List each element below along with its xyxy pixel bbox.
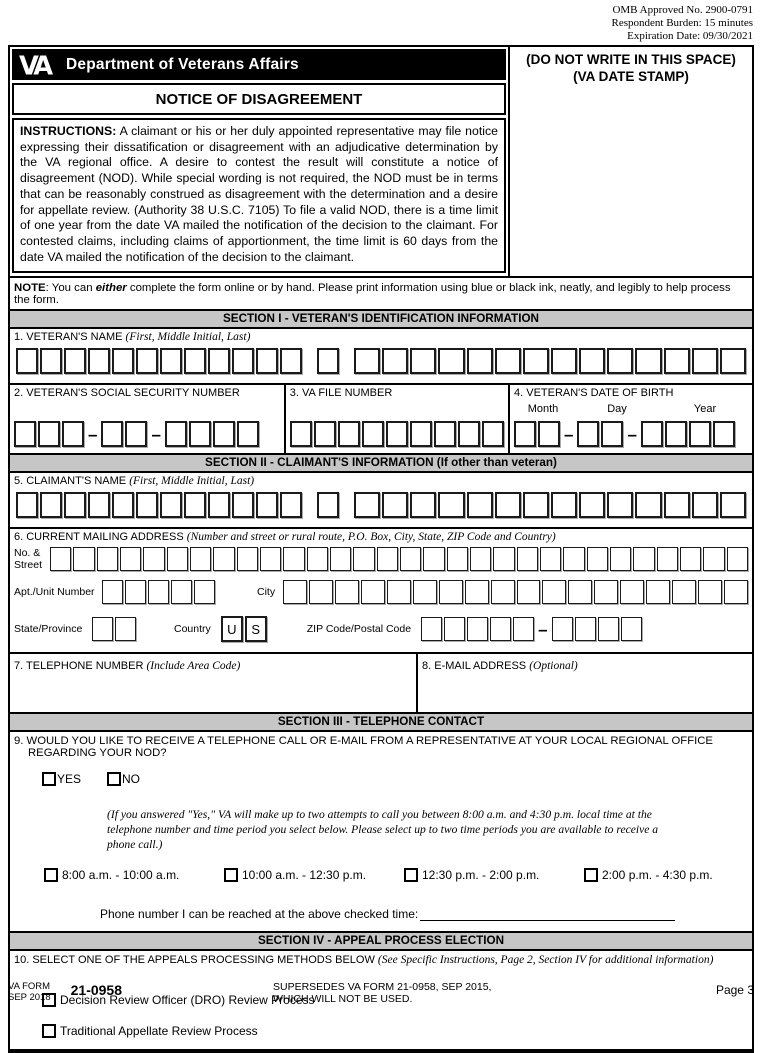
- field-telephone-contact: [10, 732, 752, 931]
- va-file-number-label: 3. VA FILE NUMBER: [289, 387, 393, 400]
- ssn-group-boxes[interactable]: [101, 421, 147, 447]
- traditional-review-option: [42, 1024, 748, 1038]
- dash-separator: –: [627, 424, 637, 444]
- mailing-address-label: [14, 531, 748, 543]
- street-row: [14, 547, 748, 571]
- section2-banner: SECTION II - CLAIMANT'S INFORMATION (If other than veteran): [10, 453, 752, 473]
- char-box[interactable]: [354, 492, 380, 518]
- char-box[interactable]: [112, 348, 134, 374]
- claimant-middle-initial-box[interactable]: [317, 492, 339, 518]
- supersedes-line2: WHICH WILL NOT BE USED.: [273, 993, 413, 1005]
- instructions-text: A claimant or his or her duly appointed representative may file notice expressing their dissatification or disagreement with an adjudicative determination by the VA regional office. A desire to contest the result will constitute a notice of disagreement (NOD). While special wording is not required, the NOD must be in terms that can be reasonably construed as disagreement with the determination and a desire for appellate review. (Authority 38 U.S.C. 7105) To file a valid NOD, there is a time limit of one year from the date VA mailed the notification of the decision to the claimant. For contested claims, including claims of apportionment, the time limit is 60 days from the date VA mailed the notification of the decision to the claimant.: [20, 124, 498, 264]
- char-box[interactable]: [260, 547, 281, 571]
- char-box[interactable]: [568, 580, 592, 604]
- char-box[interactable]: [148, 580, 169, 604]
- char-box[interactable]: [171, 580, 192, 604]
- char-box[interactable]: [167, 547, 188, 571]
- question9-line2: REGARDING YOUR NOD?: [28, 747, 167, 760]
- va-form-date: SEP 2018: [8, 992, 51, 1003]
- note: [10, 278, 752, 309]
- char-box[interactable]: [665, 421, 687, 447]
- dob-sublabels: [514, 403, 748, 415]
- char-box[interactable]: [283, 580, 307, 604]
- char-box[interactable]: [354, 348, 380, 374]
- time-period-row: [44, 868, 748, 882]
- char-box[interactable]: [102, 580, 123, 604]
- char-box[interactable]: [413, 580, 437, 604]
- mailing-address-label-text: 6. CURRENT MAILING ADDRESS: [14, 531, 187, 544]
- phone-number-label: Phone number I can be reached at the above checked time:: [100, 907, 419, 922]
- state-label: State/Province: [14, 623, 83, 636]
- char-box[interactable]: [523, 492, 549, 518]
- section1-banner: SECTION I - VETERAN'S IDENTIFICATION INFORMATION: [10, 309, 752, 329]
- veteran-middle-initial-box[interactable]: [317, 348, 339, 374]
- char-box[interactable]: [465, 580, 489, 604]
- char-box[interactable]: [382, 492, 408, 518]
- char-box[interactable]: [160, 492, 182, 518]
- char-box[interactable]: [120, 547, 141, 571]
- char-box[interactable]: [551, 492, 577, 518]
- char-box[interactable]: [664, 348, 690, 374]
- char-box[interactable]: [563, 547, 584, 571]
- va-file-number-boxes[interactable]: [290, 421, 504, 447]
- char-box[interactable]: [439, 580, 463, 604]
- apt-city-row: [14, 580, 748, 604]
- char-box[interactable]: [125, 580, 146, 604]
- char-box[interactable]: [635, 492, 661, 518]
- time-period-label-4: 2:00 p.m. - 4:30 p.m.: [602, 868, 713, 883]
- char-box[interactable]: [495, 348, 521, 374]
- street-label: [14, 547, 50, 571]
- char-box[interactable]: [467, 348, 493, 374]
- char-box[interactable]: [552, 617, 573, 641]
- char-box[interactable]: [115, 617, 136, 641]
- claimant-name-hint: (First, Middle Initial, Last): [129, 475, 255, 488]
- char-box[interactable]: [495, 492, 521, 518]
- char-box[interactable]: [493, 547, 514, 571]
- char-box[interactable]: [467, 617, 488, 641]
- claimant-name-label-text: 5. CLAIMANT'S NAME: [14, 475, 130, 488]
- agency-name: Department of Veterans Affairs: [66, 55, 299, 73]
- time-period-checkbox-1[interactable]: [44, 868, 58, 882]
- dob-day-label: Day: [607, 403, 627, 416]
- char-box[interactable]: [317, 492, 339, 518]
- char-box[interactable]: [689, 421, 711, 447]
- char-box[interactable]: [607, 348, 633, 374]
- char-box[interactable]: [633, 547, 654, 571]
- header-left: [10, 47, 510, 276]
- char-box[interactable]: [314, 421, 336, 447]
- traditional-review-label: Traditional Appellate Review Process: [60, 1024, 258, 1039]
- claimant-name-label: [14, 475, 748, 487]
- char-box[interactable]: [38, 421, 60, 447]
- phone-number-input-line[interactable]: [420, 907, 675, 921]
- identification-row: [10, 383, 752, 453]
- char-box[interactable]: [208, 348, 230, 374]
- char-box[interactable]: [517, 580, 541, 604]
- char-box[interactable]: [280, 492, 302, 518]
- time-period-option-4: [584, 868, 713, 882]
- dash-separator: –: [88, 424, 98, 444]
- dro-review-label: Decision Review Officer (DRO) Review Process: [60, 993, 315, 1008]
- char-box[interactable]: [92, 617, 113, 641]
- instructions-label: INSTRUCTIONS:: [20, 124, 117, 138]
- dob-label: 4. VETERAN'S DATE OF BIRTH: [514, 387, 674, 400]
- char-box[interactable]: [410, 421, 432, 447]
- char-box[interactable]: [335, 580, 359, 604]
- yes-checkbox[interactable]: [42, 772, 56, 786]
- form-body: [8, 45, 754, 1053]
- char-box[interactable]: [601, 421, 623, 447]
- claimant-first-name-boxes[interactable]: [16, 492, 302, 518]
- city-label: City: [257, 586, 276, 599]
- char-box[interactable]: [607, 492, 633, 518]
- char-box[interactable]: [73, 547, 94, 571]
- char-box[interactable]: [190, 547, 211, 571]
- char-box[interactable]: [88, 492, 110, 518]
- telephone-hint: (Include Area Code): [146, 660, 241, 673]
- date-stamp-line1: (DO NOT WRITE IN THIS SPACE): [526, 52, 736, 67]
- char-box[interactable]: [382, 348, 408, 374]
- char-box[interactable]: [101, 421, 123, 447]
- char-box[interactable]: [353, 547, 374, 571]
- time-period-checkbox-2[interactable]: [224, 868, 238, 882]
- veteran-first-name-boxes[interactable]: [16, 348, 302, 374]
- no-option: [107, 772, 140, 786]
- char-box[interactable]: [540, 547, 561, 571]
- char-box[interactable]: [184, 492, 206, 518]
- char-box[interactable]: [208, 492, 230, 518]
- apt-label: Apt./Unit Number: [14, 586, 95, 599]
- char-box[interactable]: [317, 348, 339, 374]
- supersedes-note: [273, 981, 491, 1005]
- char-box[interactable]: [290, 421, 312, 447]
- veteran-name-boxes-row: [16, 348, 746, 374]
- char-box[interactable]: [136, 492, 158, 518]
- char-box[interactable]: [213, 547, 234, 571]
- char-box[interactable]: [307, 547, 328, 571]
- char-box[interactable]: [423, 547, 444, 571]
- char-box[interactable]: [610, 547, 631, 571]
- char-box[interactable]: [635, 348, 661, 374]
- char-box[interactable]: [410, 348, 436, 374]
- char-box[interactable]: [386, 421, 408, 447]
- char-box[interactable]: [50, 547, 71, 571]
- note-pre: : You can: [45, 282, 96, 295]
- char-box[interactable]: [64, 348, 86, 374]
- instructions: [12, 118, 506, 273]
- char-box[interactable]: [575, 617, 596, 641]
- char-box[interactable]: [410, 492, 436, 518]
- char-box[interactable]: [97, 547, 118, 571]
- char-box[interactable]: [280, 348, 302, 374]
- street-label-line1: No. &: [14, 547, 41, 560]
- char-box[interactable]: [400, 547, 421, 571]
- phone-number-row: [100, 907, 748, 921]
- char-box[interactable]: [514, 421, 536, 447]
- char-box[interactable]: [194, 580, 215, 604]
- time-period-label-3: 12:30 p.m. - 2:00 p.m.: [422, 868, 540, 883]
- no-label: NO: [122, 772, 141, 787]
- note-post: complete the form online or by hand. Please print information using blue or black ink, neatly, and legibly to help process the form.: [14, 282, 731, 307]
- form-title: NOTICE OF DISAGREEMENT: [12, 83, 506, 115]
- char-box[interactable]: [620, 580, 644, 604]
- char-box[interactable]: [513, 617, 534, 641]
- street-label-line2: Street: [14, 559, 43, 572]
- field-email[interactable]: [418, 654, 752, 712]
- ssn-serial-boxes[interactable]: [165, 421, 259, 447]
- char-box[interactable]: [523, 348, 549, 374]
- char-box[interactable]: [579, 492, 605, 518]
- time-period-option-1: [44, 868, 224, 882]
- omb-expiration: Expiration Date: 09/30/2021: [627, 30, 753, 42]
- field-mailing-address: [10, 527, 752, 652]
- char-box[interactable]: [692, 492, 718, 518]
- char-box[interactable]: [361, 580, 385, 604]
- supersedes-line1: SUPERSEDES VA FORM 21-0958, SEP 2015,: [273, 981, 492, 993]
- char-box[interactable]: [237, 547, 258, 571]
- dob-boxes-row: [514, 421, 748, 447]
- char-box[interactable]: [698, 580, 722, 604]
- char-box[interactable]: [444, 617, 465, 641]
- char-box[interactable]: [283, 547, 304, 571]
- char-box[interactable]: [538, 421, 560, 447]
- form-header: [10, 47, 752, 278]
- yes-label: YES: [57, 772, 82, 787]
- char-box[interactable]: [438, 492, 464, 518]
- char-box[interactable]: [88, 348, 110, 374]
- field-date-of-birth: [510, 385, 752, 453]
- char-box[interactable]: [703, 547, 724, 571]
- date-stamp-line2: (VA DATE STAMP): [573, 69, 689, 84]
- char-box[interactable]: [720, 348, 746, 374]
- char-box[interactable]: [309, 580, 333, 604]
- char-box[interactable]: [14, 421, 36, 447]
- dob-year-label: Year: [693, 403, 717, 416]
- state-country-zip-row: [14, 616, 748, 642]
- ssn-label: 2. VETERAN'S SOCIAL SECURITY NUMBER: [14, 387, 240, 400]
- time-period-label-1: 8:00 a.m. - 10:00 a.m.: [62, 868, 180, 883]
- char-box[interactable]: [330, 547, 351, 571]
- dob-month-boxes[interactable]: [514, 421, 560, 447]
- telephone-label: 7. TELEPHONE NUMBER: [14, 660, 147, 673]
- char-box[interactable]: [657, 547, 678, 571]
- omb-approved: OMB Approved No. 2900-0791: [612, 4, 753, 16]
- section4-banner: SECTION IV - APPEAL PROCESS ELECTION: [10, 931, 752, 951]
- dash-separator: –: [564, 424, 574, 444]
- contact-row: [10, 652, 752, 712]
- char-box[interactable]: [232, 492, 254, 518]
- svg-text:VA: VA: [19, 51, 50, 81]
- char-box[interactable]: [692, 348, 718, 374]
- city-boxes[interactable]: [283, 580, 748, 604]
- char-box[interactable]: [362, 421, 384, 447]
- char-box[interactable]: [256, 348, 278, 374]
- char-box[interactable]: [470, 547, 491, 571]
- omb-info: [612, 4, 753, 43]
- appeal-process-label: [14, 954, 748, 966]
- time-period-option-2: [224, 868, 404, 882]
- char-box[interactable]: [491, 580, 515, 604]
- char-box[interactable]: [577, 421, 599, 447]
- traditional-review-checkbox[interactable]: [42, 1024, 56, 1038]
- ssn-boxes-row: [14, 421, 280, 447]
- note-emphasis: either: [95, 282, 127, 295]
- yes-option: [42, 772, 81, 786]
- char-box[interactable]: [184, 348, 206, 374]
- omb-burden: Respondent Burden: 15 minutes: [611, 17, 753, 29]
- char-box[interactable]: [338, 421, 360, 447]
- char-box[interactable]: U: [221, 616, 243, 642]
- agency-bar: [12, 49, 506, 80]
- street-boxes[interactable]: [50, 547, 748, 571]
- char-box[interactable]: [213, 421, 235, 447]
- field-va-file-number: [286, 385, 510, 453]
- char-box[interactable]: [232, 348, 254, 374]
- char-box[interactable]: [189, 421, 211, 447]
- field-veteran-name: [10, 329, 752, 383]
- char-box[interactable]: [16, 492, 38, 518]
- char-box[interactable]: [40, 348, 62, 374]
- ssn-area-boxes[interactable]: [14, 421, 84, 447]
- char-box[interactable]: [680, 547, 701, 571]
- date-stamp-box: [510, 47, 752, 276]
- char-box[interactable]: [672, 580, 696, 604]
- char-box[interactable]: [579, 348, 605, 374]
- va-logo-icon: [19, 51, 57, 81]
- state-boxes[interactable]: [92, 617, 136, 641]
- char-box[interactable]: [594, 580, 618, 604]
- char-box[interactable]: [724, 580, 748, 604]
- char-box[interactable]: [237, 421, 259, 447]
- char-box[interactable]: [720, 492, 746, 518]
- char-box[interactable]: [551, 348, 577, 374]
- char-box[interactable]: [143, 547, 164, 571]
- field-ssn: [10, 385, 286, 453]
- dob-month-label: Month: [527, 403, 559, 416]
- char-box[interactable]: [438, 348, 464, 374]
- time-period-checkbox-4[interactable]: [584, 868, 598, 882]
- form-number: 21-0958: [70, 982, 123, 998]
- dob-year-boxes[interactable]: [641, 421, 735, 447]
- char-box[interactable]: [447, 547, 468, 571]
- char-box[interactable]: [160, 348, 182, 374]
- char-box[interactable]: [646, 580, 670, 604]
- char-box[interactable]: [434, 421, 456, 447]
- char-box[interactable]: [482, 421, 504, 447]
- email-hint: (Optional): [529, 660, 578, 673]
- no-checkbox[interactable]: [107, 772, 121, 786]
- time-period-checkbox-3[interactable]: [404, 868, 418, 882]
- char-box[interactable]: [421, 617, 442, 641]
- call-attempts-note: (If you answered "Yes," VA will make up to two attempts to call you between 8:00 a.m. and 4:30 p.m. local time at the telephone number and time period you select below. Please select up to two time periods you are available to receive a phone call.): [107, 808, 659, 852]
- char-box[interactable]: [136, 348, 158, 374]
- form-footer: [8, 981, 754, 1003]
- char-box[interactable]: [62, 421, 84, 447]
- time-period-option-3: [404, 868, 584, 882]
- appeal-process-hint: (See Specific Instructions, Page 2, Section IV for additional information): [377, 954, 714, 967]
- char-box[interactable]: [490, 617, 511, 641]
- char-box[interactable]: [16, 348, 38, 374]
- dash-separator: –: [151, 424, 161, 444]
- char-box[interactable]: [587, 547, 608, 571]
- char-box[interactable]: [377, 547, 398, 571]
- zip-boxes-second[interactable]: [552, 617, 642, 641]
- country-label: Country: [174, 623, 211, 636]
- apt-boxes[interactable]: [102, 580, 215, 604]
- veteran-name-label-text: 1. VETERAN'S NAME: [14, 331, 126, 344]
- va-form-stamp: [8, 981, 51, 1003]
- yes-no-row: [42, 772, 748, 786]
- char-box[interactable]: [621, 617, 642, 641]
- email-label: 8. E-MAIL ADDRESS: [422, 660, 530, 673]
- section3-banner: SECTION III - TELEPHONE CONTACT: [10, 712, 752, 732]
- char-box[interactable]: [458, 421, 480, 447]
- char-box[interactable]: [387, 580, 411, 604]
- dob-day-boxes[interactable]: [577, 421, 623, 447]
- char-box[interactable]: [467, 492, 493, 518]
- veteran-name-label: [14, 331, 748, 343]
- veteran-name-hint: (First, Middle Initial, Last): [125, 331, 251, 344]
- char-box[interactable]: [125, 421, 147, 447]
- dash-separator: –: [538, 619, 548, 639]
- char-box[interactable]: [641, 421, 663, 447]
- page-number: Page 3: [715, 983, 754, 997]
- field-telephone[interactable]: [10, 654, 418, 712]
- mailing-address-hint: (Number and street or rural route, P.O. Box, City, State, ZIP Code and Country): [186, 531, 556, 544]
- char-box[interactable]: [713, 421, 735, 447]
- va-form-label: VA FORM: [8, 981, 51, 992]
- char-box[interactable]: [64, 492, 86, 518]
- char-box[interactable]: [727, 547, 748, 571]
- note-label: NOTE: [14, 282, 46, 295]
- char-box[interactable]: [542, 580, 566, 604]
- country-boxes[interactable]: [221, 616, 267, 642]
- question9-line1: 9. WOULD YOU LIKE TO RECEIVE A TELEPHONE CALL OR E-MAIL FROM A REPRESENTATIVE AT YOUR LOCAL REGIONAL OFFICE: [14, 735, 713, 748]
- char-box[interactable]: [598, 617, 619, 641]
- char-box[interactable]: [256, 492, 278, 518]
- char-box[interactable]: [40, 492, 62, 518]
- field-claimant-name: [10, 473, 752, 527]
- appeal-process-label-text: 10. SELECT ONE OF THE APPEALS PROCESSING METHODS BELOW: [14, 954, 378, 967]
- claimant-last-name-boxes[interactable]: [354, 492, 746, 518]
- zip-label: ZIP Code/Postal Code: [306, 623, 412, 636]
- char-box[interactable]: [165, 421, 187, 447]
- char-box[interactable]: [517, 547, 538, 571]
- char-box[interactable]: S: [245, 616, 267, 642]
- char-box[interactable]: [112, 492, 134, 518]
- char-box[interactable]: [664, 492, 690, 518]
- claimant-name-boxes-row: [16, 492, 746, 518]
- zip-boxes-first[interactable]: [421, 617, 534, 641]
- time-period-label-2: 10:00 a.m. - 12:30 p.m.: [242, 868, 367, 883]
- veteran-last-name-boxes[interactable]: [354, 348, 746, 374]
